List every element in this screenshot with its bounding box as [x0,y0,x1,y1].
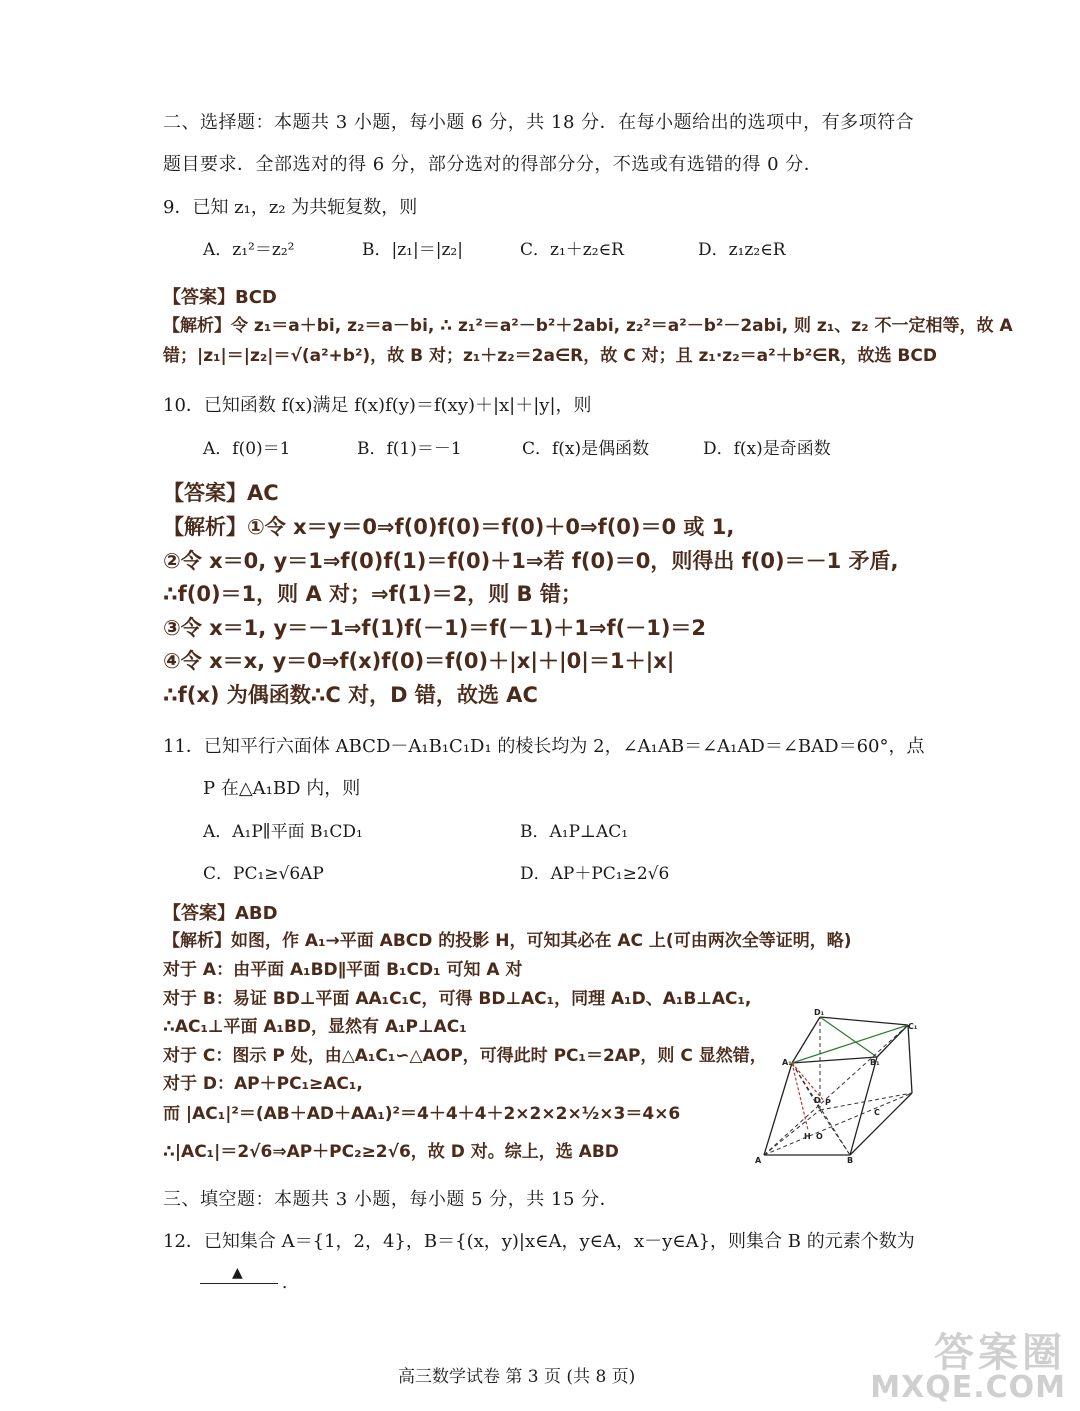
parallelepiped-figure [752,1005,932,1170]
q9-option-a: A．z₁²＝z₂² [203,240,295,260]
figure-label-o: O [816,1132,823,1141]
q9-analysis-line2: 错；|z₁|＝|z₂|＝√(a²+b²)，故 B 对；z₁＋z₂＝2a∈R，故 C 对；且 z₁·z₂＝a²＋b²∈R，故选 BCD [163,346,937,366]
watermark-logo [870,1330,1066,1405]
q11-analysis-line8: ∴|AC₁|＝2√6⇒AP＋PC₂≥2√6，故 D 对。综上，选 ABD [163,1142,619,1162]
figure-label-c1: C₁ [908,1022,918,1031]
watermark-line2: MXQE.COM [870,1370,1066,1405]
q9-stem: 9．已知 z₁，z₂ 为共轭复数，则 [163,197,418,218]
q10-option-c: C．f(x)是偶函数 [522,439,650,459]
q10-analysis-line6: ∴f(x) 为偶函数∴C 对，D 错，故选 AC [163,683,538,707]
q11-option-b: B．A₁P⊥AC₁ [520,822,629,842]
q12-end-period: ． [282,1273,299,1293]
q11-stem-line1: 11．已知平行六面体 ABCD－A₁B₁C₁D₁ 的棱长均为 2，∠A₁AB＝∠A₁AD＝∠BAD＝60°，点 [163,736,925,757]
q10-stem: 10．已知函数 f(x)满足 f(x)f(y)＝f(xy)＋|x|＋|y|，则 [163,395,592,416]
q11-analysis-line4: ∴AC₁⊥平面 A₁BD，显然有 A₁P⊥AC₁ [163,1017,467,1037]
q10-analysis-line4: ③令 x＝1, y＝－1⇒f(1)f(－1)＝f(－1)＋1⇒f(－1)＝2 [163,616,707,640]
q11-analysis-line5: 对于 C：图示 P 处，由△A₁C₁∽△AOP，可得此时 PC₁＝2AP，则 C 显然错， [163,1046,767,1066]
figure-label-d: D [814,1096,821,1105]
q10-analysis-line2: ②令 x＝0, y＝1⇒f(0)f(1)＝f(0)＋1⇒若 f(0)＝0，则得出 f(0)＝－1 矛盾, [163,549,899,573]
q10-option-d: D．f(x)是奇函数 [703,439,831,459]
section-2-heading-line1: 二、选择题：本题共 3 小题，每小题 6 分，共 18 分．在每小题给出的选项中，有多项符合 [163,112,915,133]
figure-label-h: H [804,1132,811,1141]
q11-option-d: D．AP＋PC₁≥2√6 [520,864,670,884]
figure-label-c: C [874,1108,880,1117]
q11-analysis-line1: 【解析】如图，作 A₁→平面 ABCD 的投影 H，可知其必在 AC 上(可由两次全等证明，略) [163,931,852,951]
figure-label-b: B [847,1156,854,1165]
section-3-heading: 三、填空题：本题共 3 小题，每小题 5 分，共 15 分． [163,1189,619,1210]
q11-option-c: C．PC₁≥√6AP [203,864,324,884]
q12-stem: 12．已知集合 A＝{1，2，4}，B＝{(x，y)|x∈A，y∈A，x－y∈A}，则集合 B 的元素个数为 [163,1231,915,1252]
q9-option-c: C．z₁＋z₂∈R [520,240,624,260]
q11-answer: 【答案】ABD [163,903,278,924]
q10-answer: 【答案】AC [163,481,279,505]
q9-analysis-line1: 【解析】令 z₁＝a＋bi, z₂＝a－bi, ∴ z₁²＝a²－b²＋2abi, z₂²＝a²－b²－2abi, 则 z₁、z₂ 不一定相等，故 A [163,316,1013,336]
q10-analysis-line3: ∴f(0)＝1，则 A 对；⇒f(1)＝2，则 B 错； [163,582,582,606]
q11-analysis-line3: 对于 B：易证 BD⊥平面 AA₁C₁C，可得 BD⊥AC₁，同理 A₁D、A₁B⊥AC₁, [163,989,752,1009]
q9-answer: 【答案】BCD [163,287,277,308]
q11-stem-line2: P 在△A₁BD 内，则 [203,778,361,799]
page-footer: 高三数学试卷 第 3 页 (共 8 页) [398,1367,636,1387]
section-2-heading-line2: 题目要求．全部选对的得 6 分，部分选对的得部分分，不选或有选错的得 0 分． [163,154,823,175]
figure-label-a: A [755,1156,762,1165]
q12-blank-mark: ▲ [232,1265,243,1281]
q10-analysis-line1: 【解析】①令 x＝y＝0⇒f(0)f(0)＝f(0)＋0⇒f(0)＝0 或 1, [163,515,735,539]
q10-analysis-line5: ④令 x＝x, y＝0⇒f(x)f(0)＝f(0)＋|x|＋|0|＝1＋|x| [163,649,675,673]
q12-answer-blank [200,1283,278,1284]
figure-label-a1: A₁ [782,1058,792,1067]
figure-label-d1: D₁ [814,1008,825,1017]
q10-option-a: A．f(0)＝1 [203,439,291,459]
q11-analysis-line7: 而 |AC₁|²＝(AB＋AD＋AA₁)²＝4＋4＋4＋2×2×2×½×3＝4×6 [163,1104,681,1124]
q11-analysis-line6: 对于 D：AP＋PC₁≥AC₁, [163,1074,363,1094]
q10-option-b: B．f(1)＝－1 [357,439,462,459]
figure-label-b1: B₁ [870,1058,880,1067]
q9-option-b: B．|z₁|＝|z₂| [362,240,463,260]
q11-analysis-line2: 对于 A：由平面 A₁BD∥平面 B₁CD₁ 可知 A 对 [163,960,523,980]
q9-option-d: D．z₁z₂∈R [698,240,786,260]
watermark-line1: 答案圈 [934,1330,1066,1376]
q11-option-a: A．A₁P∥平面 B₁CD₁ [203,822,363,842]
figure-label-p: P [825,1098,831,1107]
